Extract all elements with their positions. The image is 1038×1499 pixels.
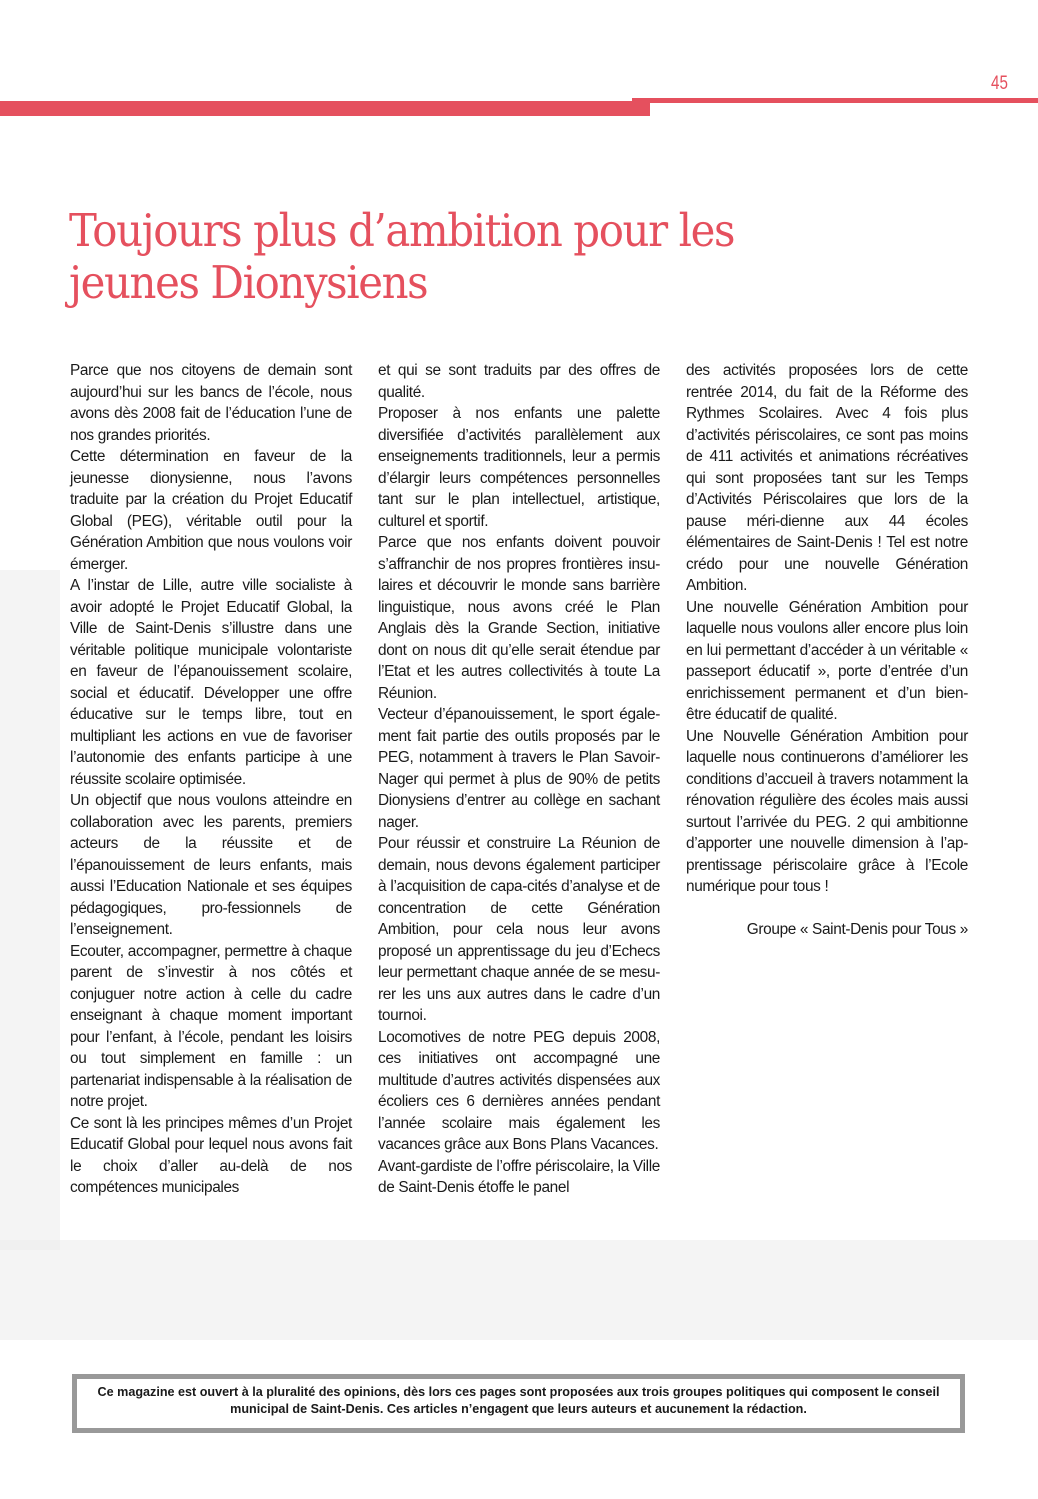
- paragraph: A l’instar de Lille, autre ville socialiste à avoir adopté le Projet Educatif Global, la Ville de Saint-Denis s’illustre dans une véritable politique municipale volontariste en faveur de l’épanouissement scolaire, social et éducatif. Développer une offre éducative sur le temps libre, tout en multipliant les actions en vue de favoriser l’autonomie des enfants participe à une réussite scolaire optimisée.: [70, 577, 352, 788]
- paragraph: et qui se sont traduits par des offres de qualité.: [378, 362, 660, 401]
- editorial-notice: Ce magazine est ouvert à la pluralité des opinions, dès lors ces pages sont proposées aux trois groupes politiques qui composent le conseil municipal de Saint-Denis. Ces articles n’engagent que leurs auteurs et aucunement la rédaction.: [72, 1374, 965, 1433]
- paragraph: Locomotives de notre PEG depuis 2008, ces initiatives ont accompagné une multitude d’autres activités dispensées aux écoliers ces 6 dernières années pendant l’année scolaire mais également les vacances grâce aux Bons Plans Vacances.: [378, 1028, 660, 1153]
- paragraph: Une nouvelle Génération Ambition pour laquelle nous voulons aller encore plus loin en lui permettant d’accéder à un véritable « passeport éducatif », porte d’entrée d’un enrichissement permanent et d’un bien-être éducatif de qualité.: [686, 598, 968, 723]
- paragraph: Une Nouvelle Génération Ambition pour laquelle nous continuerons d’améliorer les conditions d’accueil à travers notamment la rénovation régulière des écoles mais aussi surtout l’arrivée du PEG. 2 qui ambitionne d’apporter une nouvelle dimension à l’ap-prentissage périscolaire grâce à l’Ecole numérique pour tous !: [686, 727, 968, 895]
- article-title: Toujours plus d’ambition pour les jeunes Dionysiens: [69, 204, 735, 309]
- paragraph: Ecouter, accompagner, permettre à chaque parent de s’investir à nos côtés et conjuguer notre action à celle du cadre enseignant à chaque moment important pour l’enfant, à l’école, pendant les loisirs ou tout simplement en famille : un partenariat indispensable à la réalisation de notre projet.: [70, 942, 352, 1110]
- background-pattern: [0, 1240, 1038, 1340]
- paragraph: Parce que nos enfants doivent pouvoir s’affranchir de nos propres frontières insu-laires et découvrir le monde sans barrière linguistique, nous avons créé le Plan Anglais dès la Grande Section, initiative dont on nous dit qu’elle serait étendue par l’Etat et les autres collectivités à toute La Réunion.: [378, 534, 660, 702]
- paragraph: Avant-gardiste de l’offre périscolaire, la Ville de Saint-Denis étoffe le panel: [378, 1157, 660, 1196]
- paragraph: Vecteur d’épanouissement, le sport égale-ment fait partie des outils proposés par le PEG, notamment à travers le Plan Savoir-Nager qui permet à plus de 90% de petits Dionysiens d’entrer au collège en sachant nager.: [378, 706, 660, 831]
- header-rule: [632, 98, 1038, 103]
- paragraph: Cette détermination en faveur de la jeunesse dionysienne, nous l’avons traduite par la création du Projet Educatif Global (PEG), véritable outil pour la Génération Ambition que nous voulons voir émerger.: [70, 448, 352, 573]
- article-column-2: [378, 360, 660, 1199]
- header-bar: [0, 101, 650, 116]
- background-pattern-left: [0, 570, 60, 1250]
- paragraph: Pour réussir et construire La Réunion de demain, nous devons également participer à l’acquisition de capa-cités d’analyse et de concentration de cette Génération Ambition, pour cela nous leur avons proposé un apprentissage du jeu d’Echecs leur permettant chaque année de se mesu-rer les uns aux autres dans le cadre d’un tournoi.: [378, 835, 660, 1024]
- paragraph: Proposer à nos enfants une palette diversifiée d’activités parallèlement aux enseignements traditionnels, leur a permis d’élargir leurs compétences personnelles tant sur le plan intellectuel, artistique, culturel et sportif.: [378, 405, 660, 530]
- article-column-1: [70, 360, 352, 1199]
- page-number: 45: [991, 73, 1008, 94]
- author-signature: Groupe « Saint-Denis pour Tous »: [746, 920, 968, 938]
- paragraph: Ce sont là les principes mêmes d’un Projet Educatif Global pour lequel nous avons fait le choix d’aller au-delà de nos compétences municipales: [70, 1114, 352, 1196]
- paragraph: Un objectif que nous voulons atteindre en collaboration avec les parents, premiers acteurs de la réussite et de l’épanouissement de leurs enfants, mais aussi l’Education Nationale et ses équipes pédagogiques, pro-fessionnels de l’enseignement.: [70, 792, 352, 938]
- article-column-3: [686, 360, 968, 940]
- paragraph: Parce que nos citoyens de demain sont aujourd’hui sur les bancs de l’école, nous avons dès 2008 fait de l’éducation l’une de nos grandes priorités.: [70, 362, 352, 444]
- paragraph: des activités proposées lors de cette rentrée 2014, du fait de la Réforme des Rythmes Scolaires. Avec 4 fois plus d’activités périscolaires, ce sont pas moins de 411 activités et animations récréatives qui sont proposées tant sur les Temps d’Activités Périscolaires que lors de la pause méri-dienne aux 44 écoles élémentaires de Saint-Denis ! Tel est notre crédo pour une nouvelle Génération Ambition.: [686, 362, 968, 594]
